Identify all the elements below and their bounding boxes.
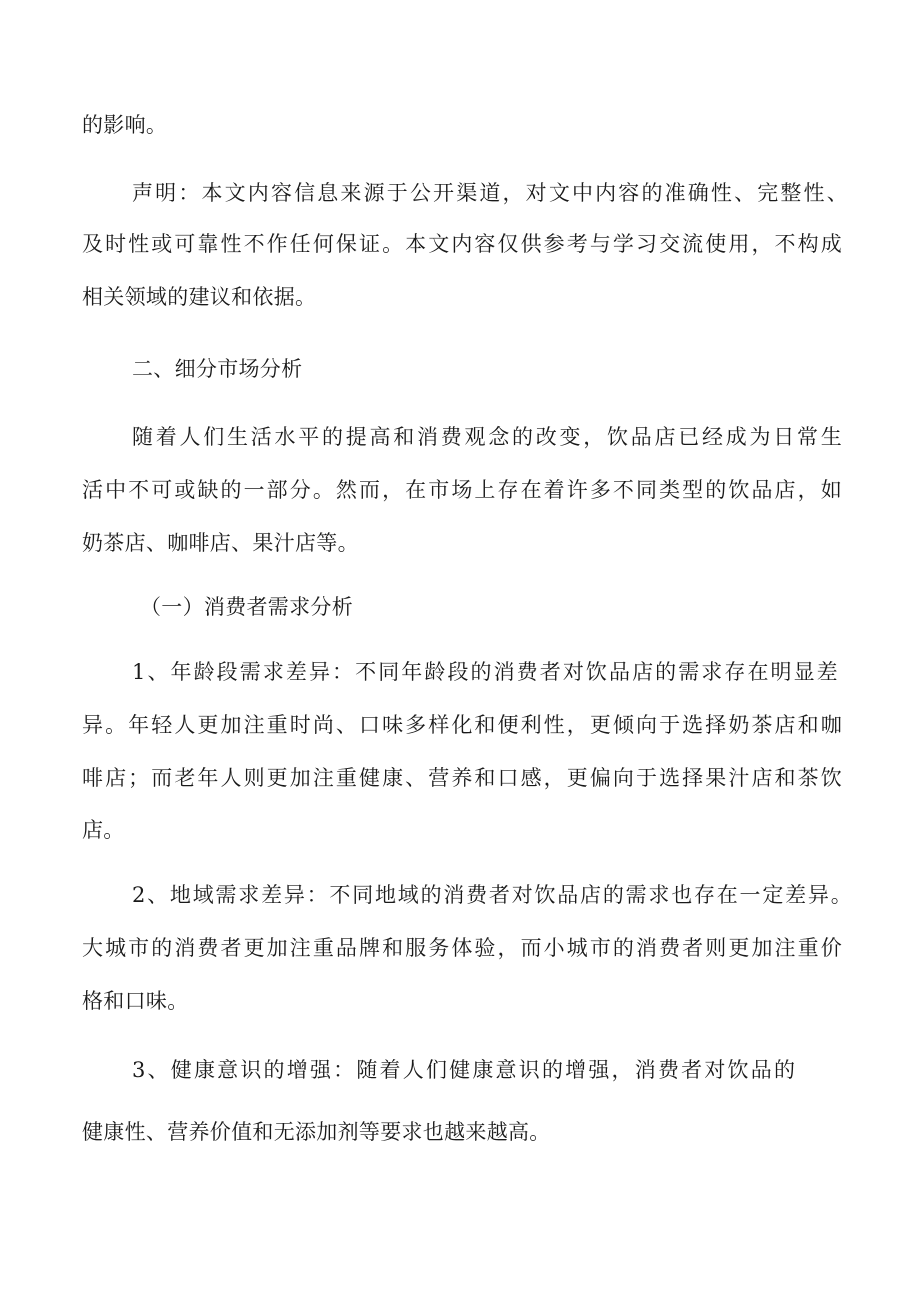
text-line: 格和口味。 <box>82 989 189 1013</box>
text-line: 大城市的消费者更加注重品牌和服务体验，而小城市的消费者则更加注重价 <box>82 936 842 960</box>
text-line: 店。 <box>82 818 125 842</box>
text-line: 啡店；而老年人则更加注重健康、营养和口感，更偏向于选择果汁店和茶饮 <box>82 766 842 790</box>
text-line: 随着人们生活水平的提高和消费观念的改变，饮品店已经成为日常生 <box>132 425 842 449</box>
text-line: 的影响。 <box>82 113 168 137</box>
text-line: 相关领域的建议和依据。 <box>82 285 317 309</box>
text-line: 及时性或可靠性不作任何保证。本文内容仅供参考与学习交流使用，不构成 <box>82 232 842 256</box>
text-line: 2、地域需求差异：不同地域的消费者对饮品店的需求也存在一定差异。 <box>132 883 852 907</box>
text-line: 健康性、营养价值和无添加剂等要求也越来越高。 <box>82 1120 551 1144</box>
text-line: 声明：本文内容信息来源于公开渠道，对文中内容的准确性、完整性、 <box>132 181 848 205</box>
text-line: 1、年龄段需求差异：不同年龄段的消费者对饮品店的需求存在明显差 <box>132 660 838 684</box>
subsection-heading: （一）消费者需求分析 <box>140 595 353 619</box>
text-line: 奶茶店、咖啡店、果汁店等。 <box>82 531 359 555</box>
section-heading: 二、细分市场分析 <box>132 357 303 381</box>
text-line: 异。年轻人更加注重时尚、口味多样化和便利性，更倾向于选择奶茶店和咖 <box>82 713 842 737</box>
text-line: 3、健康意识的增强：随着人们健康意识的增强，消费者对饮品的 <box>132 1058 798 1082</box>
text-line: 活中不可或缺的一部分。然而，在市场上存在着许多不同类型的饮品店，如 <box>82 478 842 502</box>
